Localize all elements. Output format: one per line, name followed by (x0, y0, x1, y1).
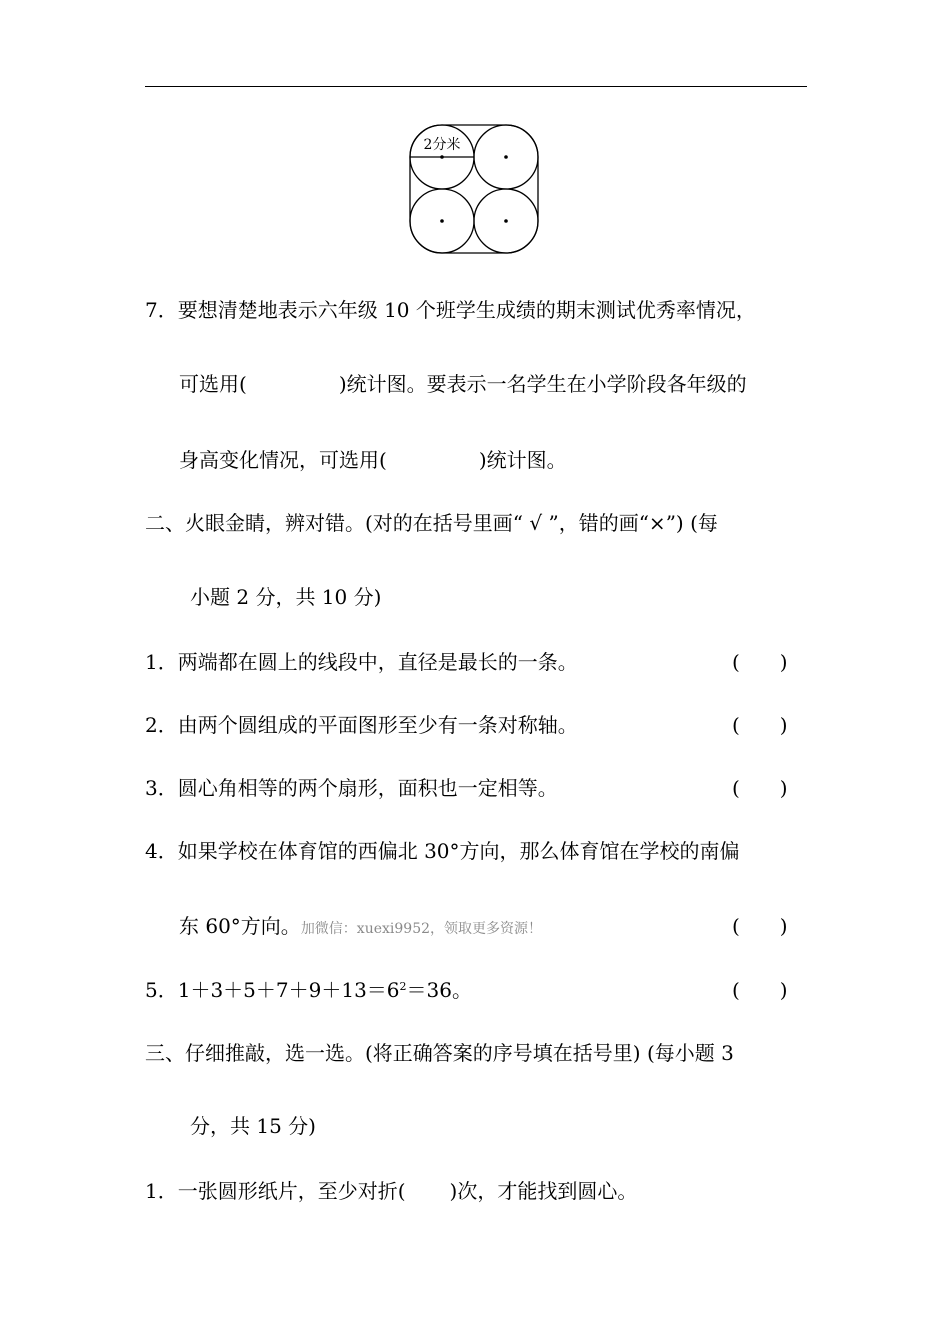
header-rule (145, 86, 807, 87)
diameter-label: 2分米 (423, 137, 461, 153)
center-dot-bottom-left (440, 219, 444, 223)
tf-item-1: 1．两端都在圆上的线段中，直径是最长的一条。 (145, 650, 578, 674)
section3-heading-line-2: 分，共 15 分) (190, 1114, 316, 1138)
q7-line-2-start: 可选用( (179, 372, 247, 396)
tf-answer-paren-3[interactable]: ( ) (732, 776, 788, 800)
watermark-text: 加微信：xuexi9952，领取更多资源！ (300, 921, 543, 937)
tf-answer-paren-1[interactable]: ( ) (732, 650, 788, 674)
mc-item-1-start: 1．一张圆形纸片，至少对折( (145, 1179, 406, 1203)
tf-item-5-end: ＝36。 (406, 978, 472, 1002)
tf-item-3: 3．圆心角相等的两个扇形，面积也一定相等。 (145, 776, 558, 800)
tf-answer-paren-5[interactable]: ( ) (732, 978, 788, 1002)
tf-item-4-line-1: 4．如果学校在体育馆的西偏北 30°方向，那么体育馆在学校的南偏 (145, 839, 740, 863)
q7-line-1: 7．要想清楚地表示六年级 10 个班学生成绩的期末测试优秀率情况， (145, 298, 756, 322)
four-circles-figure (405, 120, 545, 260)
center-dot-bottom-right (504, 219, 508, 223)
mc-item-1 (145, 1179, 637, 1203)
center-dot-top-left (440, 155, 444, 159)
tf-item-2: 2．由两个圆组成的平面图形至少有一条对称轴。 (145, 713, 578, 737)
q7-line-3-end: )统计图。 (478, 448, 567, 472)
tf-item-5 (145, 978, 472, 1002)
section2-heading-line-1: 二、火眼金睛，辨对错。(对的在括号里画“ √ ”，错的画“×”) (每 (145, 511, 718, 535)
tf-item-5-exponent: 2 (399, 980, 407, 993)
mc-item-1-end: )次，才能找到圆心。 (449, 1179, 638, 1203)
tf-answer-paren-4[interactable]: ( ) (732, 914, 788, 938)
q7-line-3 (179, 448, 567, 472)
tf-item-4-line-2 (179, 914, 542, 941)
center-dot-top-right (504, 155, 508, 159)
section2-heading-line-2: 小题 2 分，共 10 分) (190, 585, 382, 609)
tf-answer-paren-2[interactable]: ( ) (732, 713, 788, 737)
q7-line-2 (179, 372, 747, 396)
tf-item-5-start: 5．1＋3＋5＋7＋9＋13＝6 (145, 978, 400, 1002)
tf-item-4-text: 东 60°方向。 (179, 914, 301, 938)
q7-line-2-end: )统计图。要表示一名学生在小学阶段各年级的 (338, 372, 747, 396)
section3-heading-line-1: 三、仔细推敲，选一选。(将正确答案的序号填在括号里) (每小题 3 (145, 1041, 734, 1065)
q7-line-3-start: 身高变化情况，可选用( (179, 448, 387, 472)
